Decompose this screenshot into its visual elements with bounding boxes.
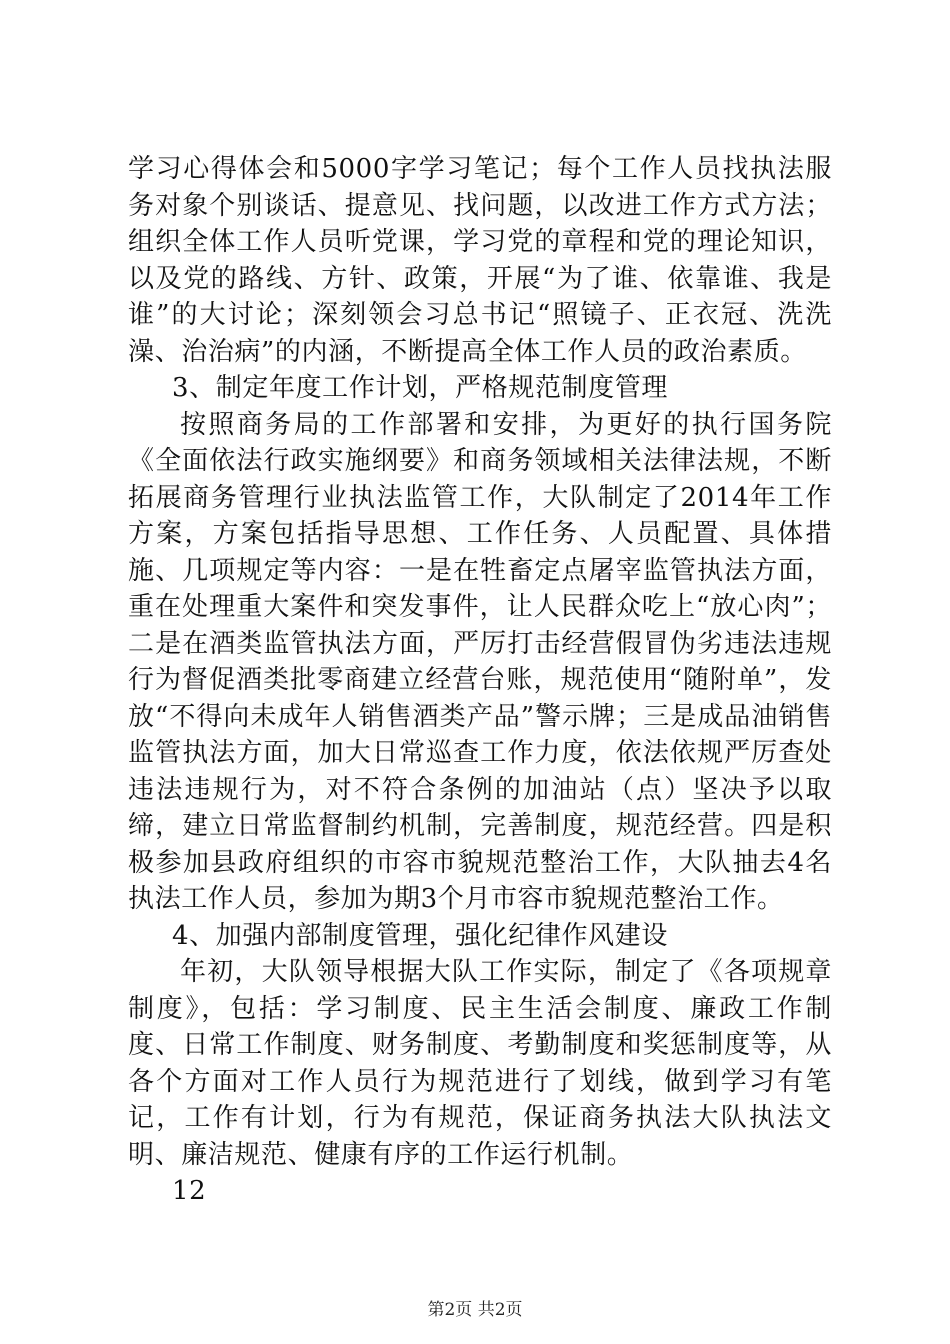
- paragraph-continuation: 学习心得体会和5000字学习笔记；每个工作人员找执法服务对象个别谈话、提意见、找问题，以改进工作方式方法；组织全体工作人员听党课，学习党的章程和党的理论知识，以及党的路线、方针、政策，开展“为了谁、依靠谁、我是谁”的大讨论；深刻领会习总书记“照镜子、正衣冠、洗洗澡、治治病”的内涵，不断提高全体工作人员的政治素质。: [128, 154, 832, 367]
- section-heading-3: 3、制定年度工作计划，严格规范制度管理: [172, 373, 668, 403]
- trailing-number: 12: [172, 1176, 207, 1206]
- paragraph-internal-rules: 年初，大队领导根据大队工作实际，制定了《各项规章制度》，包括：学习制度、民主生活会制度、廉政工作制度、日常工作制度、财务制度、考勤制度和奖惩制度等，从各个方面对工作人员行为规范进行了划线，做到学习有笔记，工作有计划，行为有规范，保证商务执法大队执法文明、廉洁规范、健康有序的工作运行机制。: [128, 957, 832, 1170]
- section-heading-4: 4、加强内部制度管理，强化纪律作风建设: [172, 920, 668, 951]
- paragraph-annual-plan: 按照商务局的工作部署和安排，为更好的执行国务院《全面依法行政实施纲要》和商务领域相关法律法规，不断拓展商务管理行业执法监管工作，大队制定了2014年工作方案，方案包括指导思想、工作任务、人员配置、具体措施、几项规定等内容：一是在牲畜定点屠宰监管执法方面，重在处理重大案件和突发事件，让人民群众吃上“放心肉”；二是在酒类监管执法方面，严厉打击经营假冒伪劣违法违规行为督促酒类批零商建立经营台账，规范使用“随附单”，发放“不得向未成年人销售酒类产品”警示牌；三是成品油销售监管执法方面，加大日常巡查工作力度，依法依规严厉查处违法违规行为，对不符合条例的加油站（点）坚决予以取缔，建立日常监督制约机制，完善制度，规范经营。四是积极参加县政府组织的市容市貌规范整治工作，大队抽去4名执法工作人员，参加为期3个月市容市貌规范整治工作。: [128, 409, 832, 914]
- page-footer: 第2页 共2页: [427, 1300, 523, 1320]
- document-body: [128, 151, 832, 1210]
